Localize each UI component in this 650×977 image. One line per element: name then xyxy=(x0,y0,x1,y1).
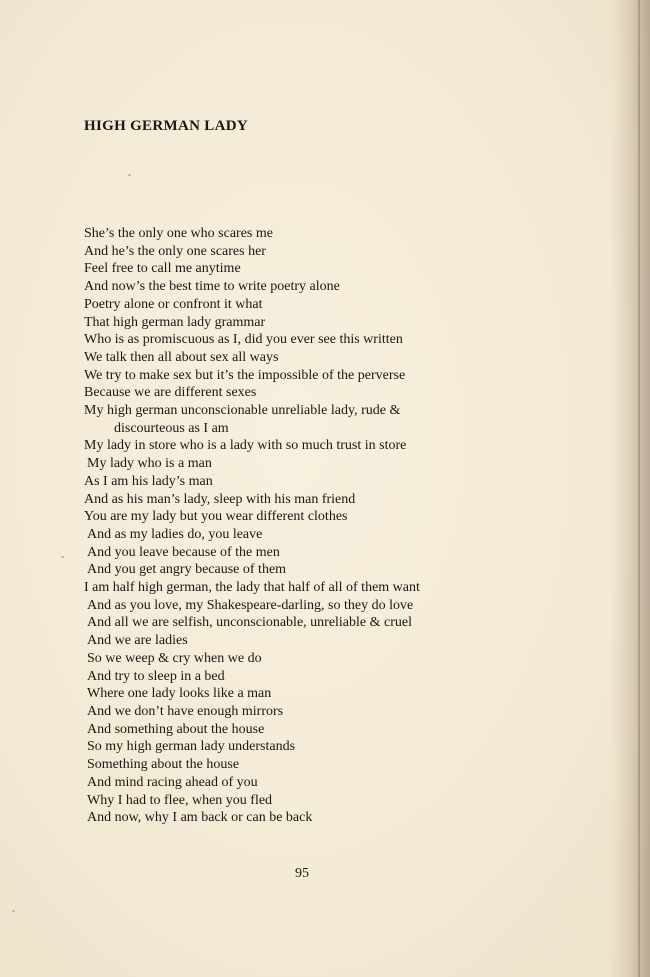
poem-body xyxy=(84,225,420,827)
poem-line: And try to sleep in a bed xyxy=(87,668,225,684)
poem-line: And now’s the best time to write poetry alone xyxy=(84,279,340,295)
poem-line: Poetry alone or confront it what xyxy=(84,296,263,312)
poem-title: HIGH GERMAN LADY xyxy=(84,118,248,134)
poem-line: Because we are different sexes xyxy=(84,385,257,401)
poem-line: We talk then all about sex all ways xyxy=(84,349,279,365)
poem-line: Feel free to call me anytime xyxy=(84,261,241,277)
paper-speck xyxy=(128,174,131,176)
poem-line: You are my lady but you wear different clothes xyxy=(84,509,348,525)
poem-line: We try to make sex but it’s the impossible of the perverse xyxy=(84,367,406,383)
poem-line: Something about the house xyxy=(87,757,240,773)
poem-line: And as you love, my Shakespeare-darling, so they do love xyxy=(87,597,414,613)
poem-line: My lady who is a man xyxy=(87,456,212,472)
poem-line: And you get angry because of them xyxy=(87,562,287,578)
poem-line: Where one lady looks like a man xyxy=(87,686,272,702)
poem-line: And we are ladies xyxy=(87,633,188,649)
poem-line: My high german unconscionable unreliable lady, rude & xyxy=(84,403,401,419)
poem-line: And now, why I am back or can be back xyxy=(87,810,313,826)
poem-line: Who is as promiscuous as I, did you ever see this written xyxy=(84,332,403,348)
poem-line: And he’s the only one scares her xyxy=(84,243,266,259)
poem-line: And as his man’s lady, sleep with his man friend xyxy=(84,491,356,507)
paper-speck xyxy=(12,910,15,912)
poem-line: And we don’t have enough mirrors xyxy=(87,703,284,719)
page-number: 95 xyxy=(295,866,309,881)
poem-line: I am half high german, the lady that half of all of them want xyxy=(84,580,420,596)
poem-line-continuation: discourteous as I am xyxy=(114,420,229,436)
poem-line: And something about the house xyxy=(87,721,265,737)
page-edge-shadow xyxy=(638,0,640,977)
poem-line: As I am his lady’s man xyxy=(84,473,213,489)
poem-line: That high german lady grammar xyxy=(84,314,266,330)
poem-line: My lady in store who is a lady with so much trust in store xyxy=(84,438,407,454)
poem-line: And as my ladies do, you leave xyxy=(87,526,263,542)
poem-line: And you leave because of the men xyxy=(87,544,280,560)
paper-speck xyxy=(61,556,64,558)
poem-line: Why I had to flee, when you fled xyxy=(87,792,273,808)
poem-line: And mind racing ahead of you xyxy=(87,774,258,790)
poem-line: So my high german lady understands xyxy=(87,739,296,755)
poem-line: And all we are selfish, unconscionable, unreliable & cruel xyxy=(87,615,412,631)
poem-line: She’s the only one who scares me xyxy=(84,226,273,241)
poem-line: So we weep & cry when we do xyxy=(87,650,262,666)
